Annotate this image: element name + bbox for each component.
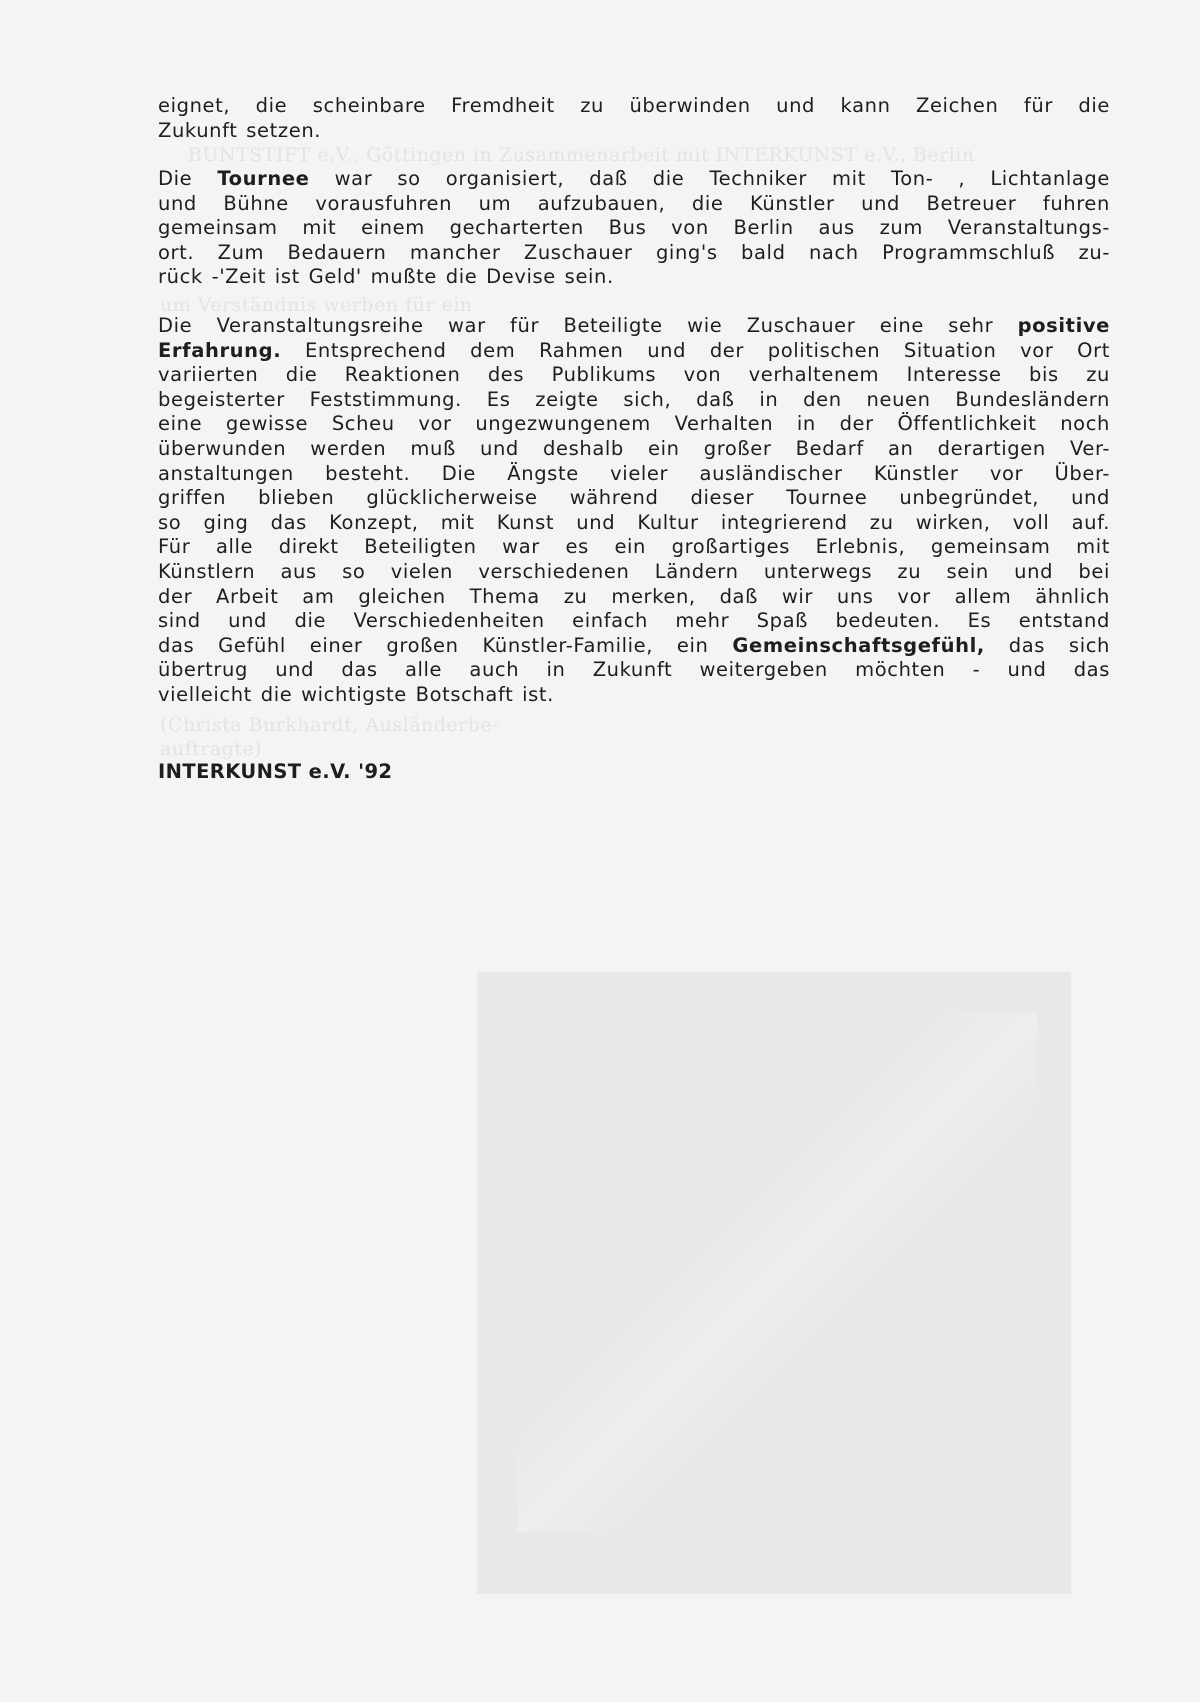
text-line: vielleicht die wichtigste Botschaft ist. xyxy=(158,682,554,706)
text-line: gemeinsam mit einem gecharterten Bus von Berlin aus zum Veranstaltungs- xyxy=(158,216,1110,240)
photo-placeholder xyxy=(477,972,1071,1594)
text-run: war so organisiert, daß die Techniker mit Ton- , Lichtanlage xyxy=(309,167,1110,190)
show-through-line-3: (Christa Burkhardt, Ausländerbe- xyxy=(160,714,500,736)
text-line: sind und die Verschiedenheiten einfach mehr Spaß bedeuten. Es entstand xyxy=(158,609,1110,633)
text-run: Entsprechend dem Rahmen und der politischen Situation vor Ort xyxy=(281,338,1110,362)
text-line: Zukunft setzen. xyxy=(158,118,322,142)
text-line: Künstlern aus so vielen verschiedenen Ländern unterwegs zu sein und bei xyxy=(158,559,1110,583)
text-run: Die xyxy=(158,167,218,190)
text-line: ort. Zum Bedauern mancher Zuschauer ging's bald nach Programmschluß zu- xyxy=(158,240,1110,264)
text-line: Für alle direkt Beteiligten war es ein großartiges Erlebnis, gemeinsam mit xyxy=(158,535,1110,559)
text-run: Die Veranstaltungsreihe war für Beteiligte wie Zuschauer eine sehr xyxy=(158,314,1018,337)
text-line: rück -'Zeit ist Geld' mußte die Devise sein. xyxy=(158,265,614,289)
emphasis-gemeinschaftsgefuehl: Gemeinschaftsgefühl, xyxy=(732,633,985,657)
text-line: eine gewisse Scheu vor ungezwungenem Verhalten in der Öffentlichkeit noch xyxy=(158,412,1110,436)
emphasis-erfahrung: Erfahrung. xyxy=(158,338,282,362)
paragraph-tournee xyxy=(158,167,1110,290)
text-line: überwunden werden muß und deshalb ein großer Bedarf an derartigen Ver- xyxy=(158,436,1110,460)
show-through-line-1: BUNTSTIFT e.V., Göttingen in Zusammenarbeit mit INTERKUNST e.V., Berlin xyxy=(188,144,975,166)
show-through-line-4: auftragte) xyxy=(160,738,263,760)
show-through-line-2: um Verständnis werben für ein xyxy=(160,294,473,316)
text-line xyxy=(158,339,1110,364)
text-line: anstaltungen besteht. Die Ängste vieler ausländischer Künstler vor Über- xyxy=(158,461,1110,485)
text-line xyxy=(158,314,1110,339)
paragraph-experience xyxy=(158,314,1110,708)
text-line: der Arbeit am gleichen Thema zu merken, daß wir uns vor allem ähnlich xyxy=(158,584,1110,608)
text-line: und Bühne vorausfuhren um aufzubauen, die Künstler und Betreuer fuhren xyxy=(158,191,1110,215)
emphasis-tournee: Tournee xyxy=(217,167,310,190)
text-run: das Gefühl einer großen Künstler-Familie, ein xyxy=(158,633,733,657)
text-line: so ging das Konzept, mit Kunst und Kultur integrierend zu wirken, voll auf. xyxy=(158,510,1110,534)
text-line: eignet, die scheinbare Fremdheit zu überwinden und kann Zeichen für die xyxy=(158,94,1110,117)
text-line xyxy=(158,167,1110,192)
photo-fold-shading xyxy=(517,1012,1037,1532)
text-line: variierten die Reaktionen des Publikums von verhaltenem Interesse bis zu xyxy=(158,363,1110,387)
text-line: begeisterter Feststimmung. Es zeigte sich, daß in den neuen Bundesländern xyxy=(158,387,1110,411)
text-line: griffen blieben glücklicherweise während dieser Tournee unbegründet, und xyxy=(158,486,1110,510)
emphasis-positive: positive xyxy=(1017,314,1110,337)
text-run: das sich xyxy=(984,633,1110,657)
paragraph-intro-end xyxy=(158,94,1110,143)
signature: INTERKUNST e.V. '92 xyxy=(158,760,393,783)
text-line xyxy=(158,634,1110,659)
text-line: übertrug und das alle auch in Zukunft weitergeben möchten - und das xyxy=(158,658,1110,682)
